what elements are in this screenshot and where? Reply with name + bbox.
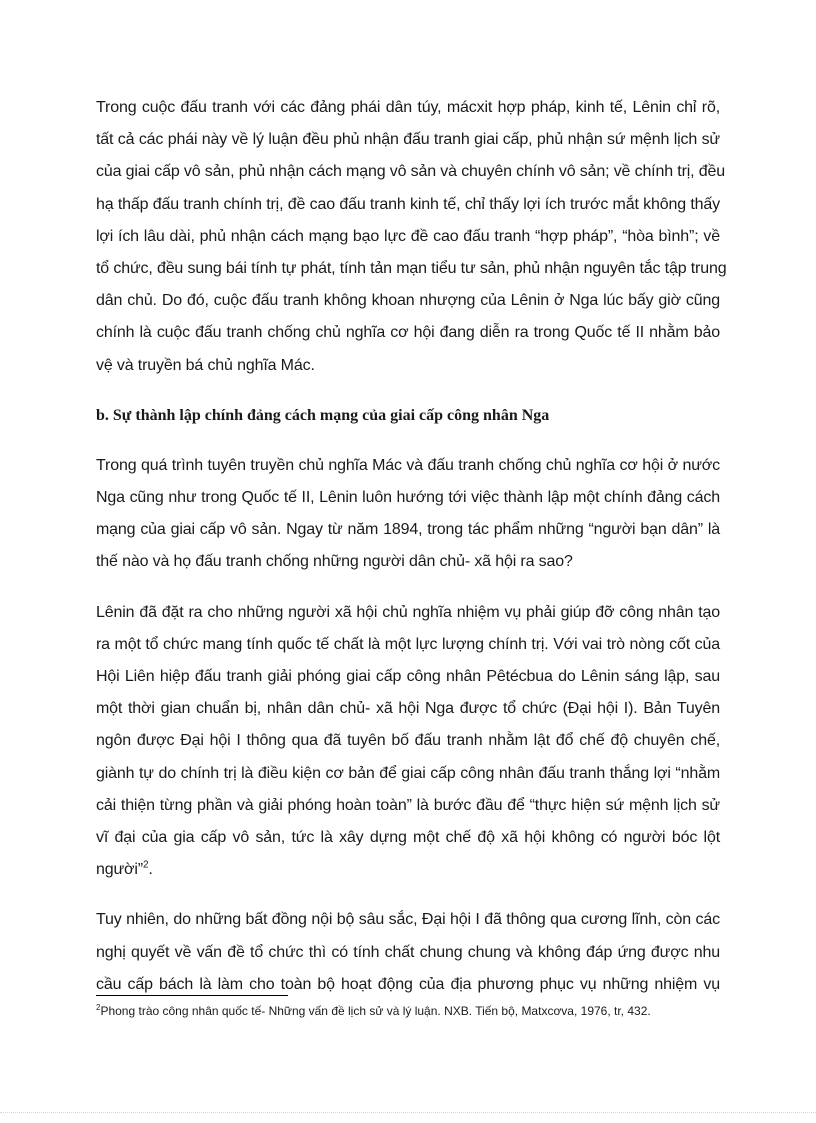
text-line: tổ chức, đều sung bái tính tự phát, tính tản mạn tiểu tư sản, phủ nhận nguyên tắc tập trung <box>96 260 727 278</box>
section-heading: b. Sự thành lập chính đảng cách mạng của giai cấp công nhân Nga <box>96 406 550 424</box>
text-line: Hội Liên hiệp đấu tranh giải phóng giai cấp công nhân Pêtécbua do Lênin sáng lập, sau <box>96 668 720 686</box>
text-line: lợi ích lâu dài, phủ nhận cách mạng bạo lực đề cao đấu tranh “hợp pháp”, “hòa bình”; về <box>96 227 720 245</box>
text-line: một thời gian chuẩn bị, nhân dân chủ- xã hội Nga được tổ chức (Đại hội I). Bản Tuyên <box>96 700 720 718</box>
text-line: dân chủ. Do đó, cuộc đấu tranh không khoan nhượng của Lênin ở Nga lúc bấy giờ cũng <box>96 292 720 310</box>
text-line: vĩ đại của gia cấp vô sản, tức là xây dựng một chế độ xã hội không có người bóc lột <box>96 829 720 847</box>
text-line: cải thiện từng phần và giải phóng hoàn toàn” là bước đầu để “thực hiện sứ mệnh lịch sử <box>96 796 720 814</box>
text-line: Lênin đã đặt ra cho những người xã hội chủ nghĩa nhiệm vụ phải giúp đỡ công nhân tạo <box>96 603 720 621</box>
footnote <box>96 1003 651 1019</box>
paragraph-congress <box>96 597 720 887</box>
footnote-text: Phong trào công nhân quốc tế- Những vấn đề lịch sử và lý luận. NXB. Tiến bộ, Matxcơva, 1976, tr, 432. <box>100 1004 651 1018</box>
text-line: chính là cuộc đấu tranh chống chủ nghĩa cơ hội đang diễn ra trong Quốc tế II nhằm bảo <box>96 324 720 342</box>
text-line: vệ và truyền bá chủ nghĩa Mác. <box>96 356 315 374</box>
text-line: người”$^2$. <box>96 859 153 879</box>
text-line: Trong quá trình tuyên truyền chủ nghĩa Mác và đấu tranh chống chủ nghĩa cơ hội ở nước <box>96 456 720 474</box>
text-line: tất cả các phái này về lý luận đều phủ nhận đấu tranh giai cấp, phủ nhận sứ mệnh lịch sử <box>96 131 720 149</box>
text-line: ra một tổ chức mang tính quốc tế chất là một lực lượng chính trị. Với vai trò nòng cốt của <box>96 635 720 653</box>
footnote-number: 2 <box>96 1003 101 1012</box>
text-line: Nga cũng như trong Quốc tế II, Lênin luôn hướng tới việc thành lập một chính đảng cách <box>96 489 720 507</box>
text-line: nghị quyết về vấn đề tổ chức thì có tính chất chung chung và không đáp ứng được nhu <box>96 943 720 961</box>
page-boundary <box>0 1112 816 1113</box>
footnote-separator <box>96 995 288 996</box>
text-line: Tuy nhiên, do những bất đồng nội bộ sâu sắc, Đại hội I đã thông qua cương lĩnh, còn các <box>96 911 720 929</box>
paragraph-intro <box>96 92 727 382</box>
text-line: Trong cuộc đấu tranh với các đảng phái dân túy, mácxit hợp pháp, kinh tế, Lênin chỉ rõ, <box>96 99 720 116</box>
text-line: mạng của giai cấp vô sản. Ngay từ năm 1894, trong tác phẩm những “người bạn dân” là <box>96 521 720 539</box>
document-page <box>96 92 727 1019</box>
text-line: hạ thấp đấu tranh chính trị, đề cao đấu tranh kinh tế, chỉ thấy lợi ích trước mắt không thấy <box>96 195 720 213</box>
text-line: thế nào và họ đấu tranh chống những người dân chủ- xã hội ra sao? <box>96 553 573 571</box>
paragraph-lenin-party <box>96 450 720 579</box>
text-line: giành tự do chính trị là điều kiện cơ bản để giai cấp công nhân đấu tranh thắng lợi “nhằm <box>96 764 720 782</box>
paragraph-however <box>96 904 720 1001</box>
text-line: ngôn được Đại hội I thông qua đã tuyên bố đấu tranh nhằm lật đổ chế độ chuyên chế, <box>96 732 720 750</box>
text-line-content: người” <box>96 861 143 879</box>
footnote-reference[interactable]: 2 <box>142 859 149 871</box>
text-line: cầu cấp bách là làm cho toàn bộ hoạt động của địa phương phục vụ những nhiệm vụ <box>96 975 720 993</box>
text-line: của giai cấp vô sản, phủ nhận cách mạng vô sản và chuyên chính vô sản; về chính trị, đều <box>96 163 725 181</box>
